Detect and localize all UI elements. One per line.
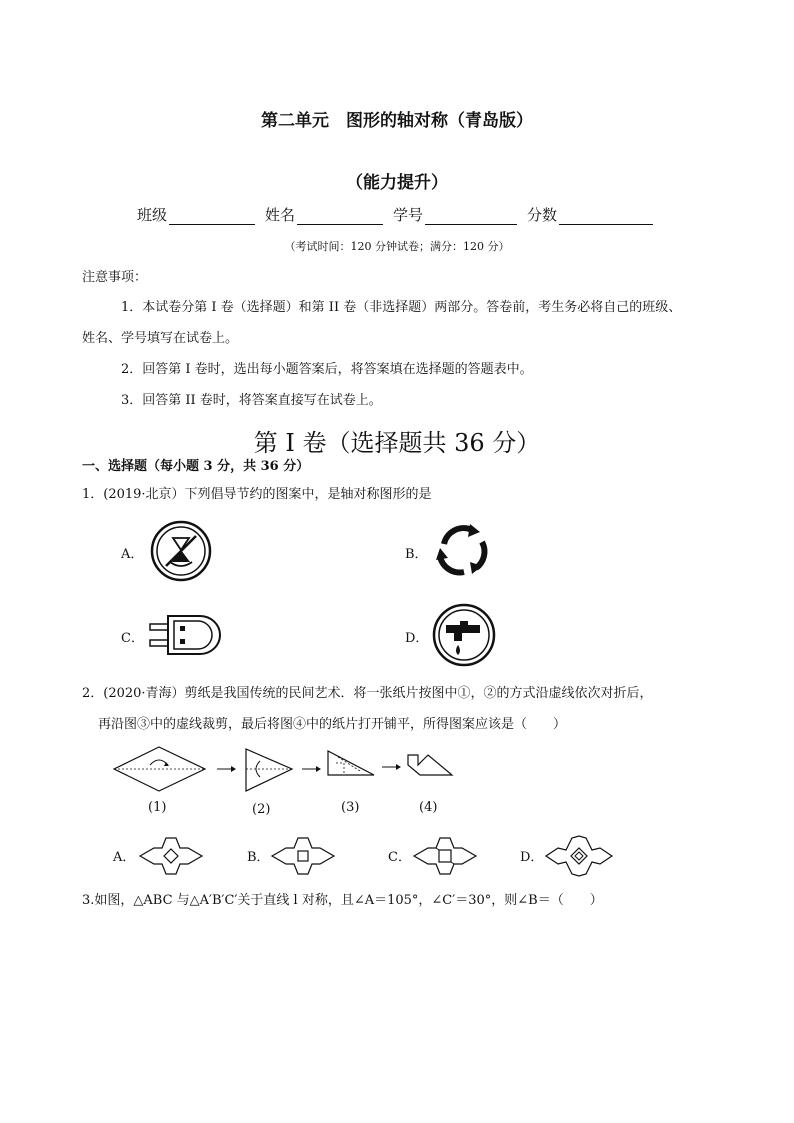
- score-label: 分数: [527, 206, 558, 224]
- q2-option-a-label: A．: [113, 850, 136, 865]
- hourglass-icon: [150, 520, 212, 582]
- question-1-text: 1．(2019·北京）下列倡导节约的图案中，是轴对称图形的是: [82, 487, 432, 502]
- id-field: [393, 204, 517, 225]
- student-info-fields: [137, 204, 663, 225]
- class-blank: [169, 210, 255, 225]
- fig-label-4: (4): [419, 800, 438, 815]
- class-field: [137, 204, 255, 225]
- folding-steps-figure: [112, 745, 462, 805]
- id-blank: [425, 210, 517, 225]
- page-title: 第二单元 图形的轴对称（青岛版）: [261, 111, 533, 131]
- question-2-text-line2: 再沿图③中的虚线裁剪，最后将图④中的纸片打开铺平，所得图案应该是（ ）: [98, 717, 567, 732]
- name-blank: [297, 210, 383, 225]
- notes-item-2: 2．回答第 I 卷时，选出每小题答案后，将答案填在选择题的答题表中。: [121, 362, 533, 377]
- question-2-text-line1: 2．(2020·青海）剪纸是我国传统的民间艺术．将一张纸片按图中①，②的方式沿虚线依次对折后，: [82, 686, 653, 701]
- fig-label-3: (3): [341, 800, 360, 815]
- recycle-arrows-icon: [432, 520, 494, 582]
- score-blank: [559, 210, 653, 225]
- class-label: 班级: [137, 206, 168, 224]
- q2-option-c-label: C．: [388, 850, 411, 865]
- papercut-pattern-b: [270, 836, 336, 876]
- page-subtitle: （能力提升）: [346, 173, 448, 193]
- id-label: 学号: [393, 206, 424, 224]
- q1-option-b-label: B．: [405, 547, 428, 562]
- q1-option-d-label: D．: [405, 631, 429, 646]
- notes-item-1: 1．本试卷分第 I 卷（选择题）和第 II 卷（非选择题）两部分。答卷前，考生务必将自己的班级、: [121, 300, 682, 315]
- score-field: [527, 204, 653, 225]
- power-plug-icon: [148, 610, 228, 660]
- papercut-pattern-c: [412, 836, 478, 876]
- part-heading: 一、选择题（每小题 3 分，共 36 分）: [82, 459, 310, 474]
- name-label: 姓名: [265, 206, 296, 224]
- papercut-pattern-d: [544, 834, 614, 878]
- notes-heading: 注意事项：: [82, 270, 148, 285]
- name-field: [265, 204, 383, 225]
- q2-option-d-label: D．: [520, 850, 544, 865]
- fig-label-1: (1): [148, 800, 167, 815]
- notes-item-3: 3．回答第 II 卷时，将答案直接写在试卷上。: [121, 393, 382, 408]
- notes-item-1-cont: 姓名、学号填写在试卷上。: [82, 331, 239, 346]
- question-3-text: 3.如图，△ABC 与△A′B′C′关于直线 l 对称，且∠A＝105°，∠C′＝30°，则∠B＝（ ）: [82, 893, 603, 908]
- papercut-pattern-a: [138, 836, 204, 876]
- q1-option-c-label: C．: [121, 631, 144, 646]
- exam-info: （考试时间：120 分钟试卷；满分：120 分）: [284, 240, 510, 253]
- water-faucet-icon: [432, 603, 496, 667]
- q1-option-a-label: A．: [121, 547, 144, 562]
- section-title: 第 I 卷（选择题共 36 分）: [253, 429, 541, 457]
- fig-label-2: (2): [252, 802, 271, 817]
- q2-option-b-label: B．: [247, 850, 270, 865]
